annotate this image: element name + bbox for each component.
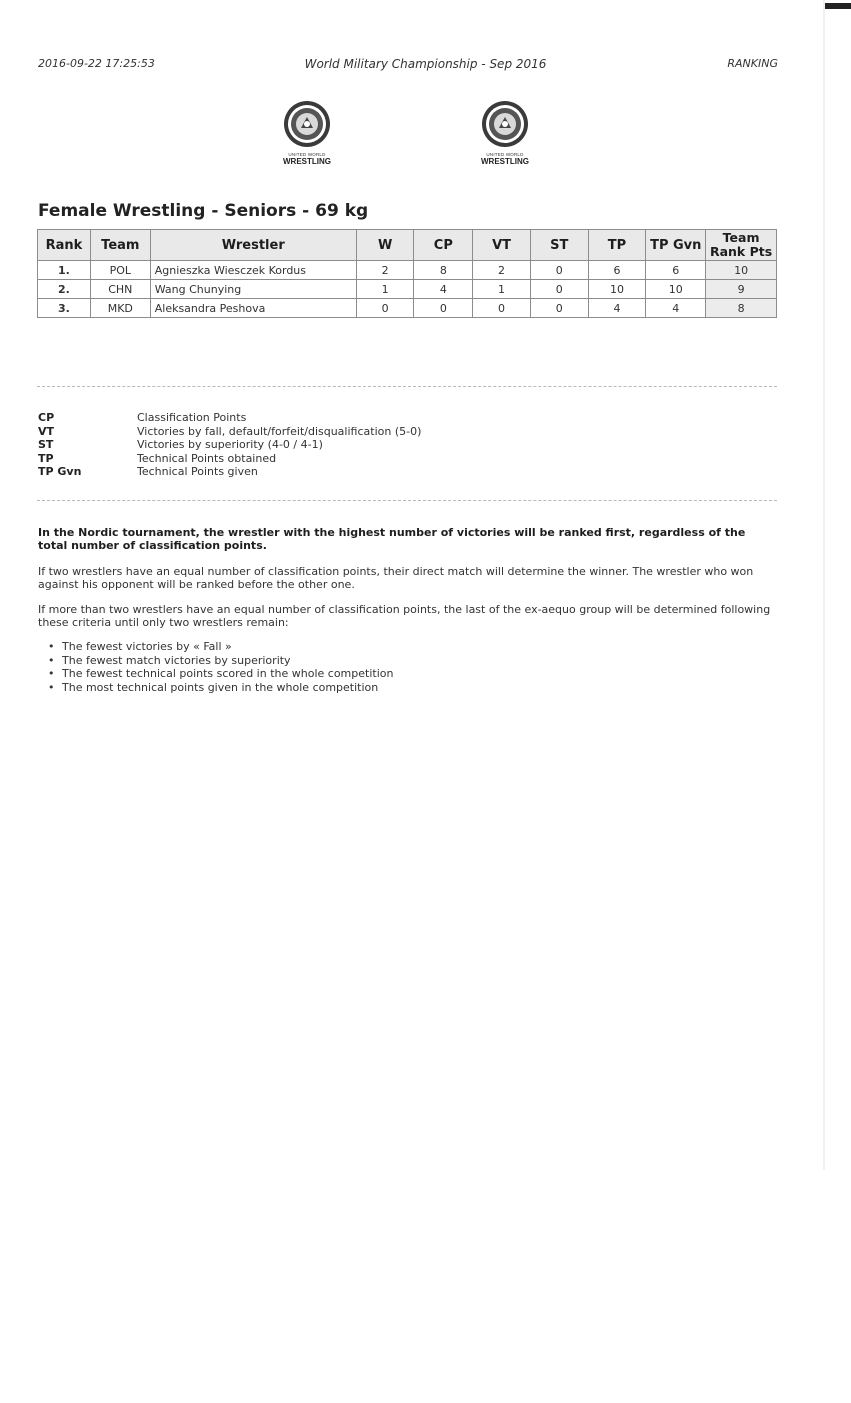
cell-vt: 1 <box>473 280 531 299</box>
bullet-icon: • <box>48 667 55 681</box>
cell-wrestler: Wang Chunying <box>150 280 356 299</box>
cell-cp: 8 <box>414 261 473 280</box>
united-world-wrestling-seal-icon <box>283 100 331 148</box>
ranking-table <box>37 229 777 318</box>
print-timestamp: 2016-09-22 17:25:53 <box>38 57 155 70</box>
logo-bottom-text: WRESTLING <box>481 157 529 166</box>
table-header-row <box>38 230 777 261</box>
bullet-icon: • <box>48 640 55 653</box>
list-item <box>38 640 393 654</box>
column-header-rank: Rank <box>38 230 91 261</box>
legend-abbr: TP <box>38 451 54 465</box>
list-item <box>38 681 393 695</box>
legend-definition: Technical Points obtained <box>137 451 277 465</box>
cell-w: 1 <box>356 280 414 299</box>
legend-definition: Victories by fall, default/forfeit/disqualification (5-0) <box>137 424 422 438</box>
table-row <box>38 261 777 280</box>
cell-tp-gvn: 10 <box>646 280 706 299</box>
uww-logo <box>465 100 545 166</box>
cell-tp-gvn: 6 <box>646 261 706 280</box>
logo-top-text: UNITED WORLD <box>288 152 326 157</box>
legend-abbr: CP <box>38 411 55 424</box>
event-title: World Military Championship - Sep 2016 <box>304 57 547 71</box>
cell-team: CHN <box>90 280 150 299</box>
table-row <box>38 299 777 318</box>
cell-w: 0 <box>356 299 414 318</box>
cell-wrestler: Aleksandra Peshova <box>150 299 356 318</box>
logo-top-text: UNITED WORLD <box>486 152 524 157</box>
cell-cp: 0 <box>414 299 473 318</box>
legend-item <box>38 438 421 452</box>
scan-mark <box>825 3 851 9</box>
cell-cp: 4 <box>414 280 473 299</box>
cell-tp: 4 <box>588 299 646 318</box>
legend-abbr: TP Gvn <box>38 465 82 479</box>
column-header-team: Team <box>90 230 150 261</box>
cell-team: POL <box>90 261 150 280</box>
legend-item <box>38 411 421 425</box>
united-world-wrestling-seal-icon <box>481 100 529 148</box>
legend-abbr: ST <box>38 438 54 452</box>
tiebreak-criteria-list <box>38 640 393 694</box>
criterion-text: The fewest victories by « Fall » <box>62 640 232 653</box>
criterion-text: The fewest match victories by superiority <box>62 653 291 667</box>
column-header-tp-gvn: TP Gvn <box>646 230 706 261</box>
column-header-team-rank-pts: Team Rank Pts <box>706 230 777 261</box>
column-header-cp: CP <box>414 230 473 261</box>
scan-edge <box>823 0 825 1170</box>
criterion-text: The most technical points given in the whole competition <box>62 680 379 694</box>
section-label: RANKING <box>727 57 778 70</box>
legend-definition: Classification Points <box>137 411 247 424</box>
bullet-icon: • <box>48 680 55 694</box>
cell-w: 2 <box>356 261 414 280</box>
cell-st: 0 <box>530 261 588 280</box>
cell-wrestler: Agnieszka Wiesczek Kordus <box>150 261 356 280</box>
column-header-vt: VT <box>473 230 531 261</box>
list-item <box>38 654 393 668</box>
cell-tp-gvn: 4 <box>646 299 706 318</box>
cell-vt: 2 <box>473 261 531 280</box>
abbreviation-legend <box>38 411 421 479</box>
column-header-w: W <box>356 230 414 261</box>
category-title: Female Wrestling - Seniors - 69 kg <box>38 201 369 221</box>
cell-team-rank-pts: 10 <box>706 261 777 280</box>
cell-tp: 6 <box>588 261 646 280</box>
cell-st: 0 <box>530 280 588 299</box>
uww-logo <box>267 100 347 166</box>
legend-definition: Technical Points given <box>137 465 258 479</box>
cell-rank: 1. <box>38 261 91 280</box>
list-item <box>38 667 393 681</box>
table-row <box>38 280 777 299</box>
cell-rank: 3. <box>38 299 91 318</box>
cell-team: MKD <box>90 299 150 318</box>
logo-bottom-text: WRESTLING <box>283 157 331 166</box>
divider <box>37 500 777 501</box>
two-wrestler-tie-note: If two wrestlers have an equal number of classification points, their direct match will determine the winner. The wrestler who won against his opponent will be ranked before the other one. <box>38 565 754 591</box>
cell-rank: 2. <box>38 280 91 299</box>
legend-abbr: VT <box>38 424 55 438</box>
cell-team-rank-pts: 9 <box>706 280 777 299</box>
multi-wrestler-tie-note: If more than two wrestlers have an equal number of classification points, the last of the ex-aequo group will be determined following these criteria until only two wrestlers remain: <box>38 603 771 629</box>
divider <box>37 386 777 387</box>
cell-team-rank-pts: 8 <box>706 299 777 318</box>
legend-item <box>38 465 421 479</box>
nordic-rule-note: In the Nordic tournament, the wrestler with the highest number of victories will be ranked first, regardless of the total number of classification points. <box>38 526 746 552</box>
column-header-wrestler: Wrestler <box>150 230 356 261</box>
legend-item <box>38 425 421 439</box>
bullet-icon: • <box>48 653 55 667</box>
cell-vt: 0 <box>473 299 531 318</box>
cell-tp: 10 <box>588 280 646 299</box>
legend-item <box>38 452 421 466</box>
legend-definition: Victories by superiority (4-0 / 4-1) <box>137 438 323 452</box>
cell-st: 0 <box>530 299 588 318</box>
criterion-text: The fewest technical points scored in the whole competition <box>62 667 394 681</box>
column-header-st: ST <box>530 230 588 261</box>
column-header-tp: TP <box>588 230 646 261</box>
